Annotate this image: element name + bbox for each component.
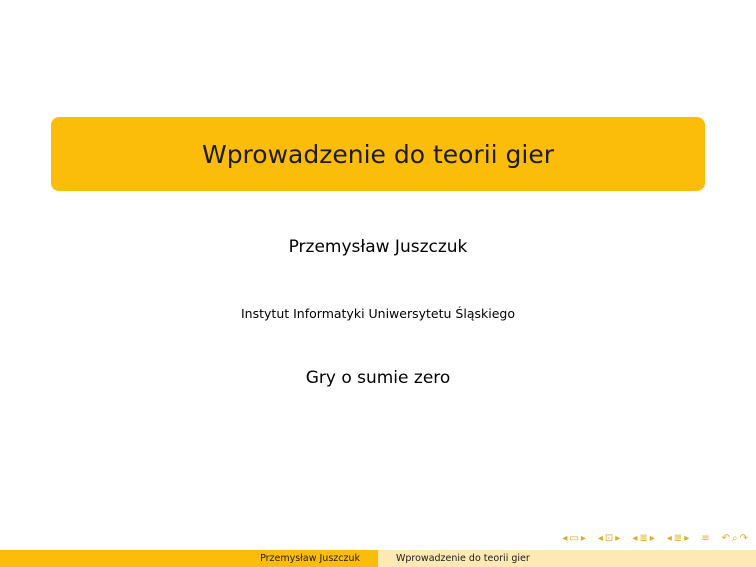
- slide-author: Przemysław Juszczuk: [288, 237, 468, 257]
- undo-icon[interactable]: ↶: [721, 533, 730, 544]
- prev-document-icon[interactable]: ◂: [666, 533, 672, 544]
- next-subsection-icon[interactable]: ▸: [615, 533, 621, 544]
- footer-author-panel: [0, 550, 378, 567]
- next-document-icon[interactable]: ▸: [684, 533, 690, 544]
- title-box: [51, 117, 705, 191]
- search-icon[interactable]: ⌕: [732, 533, 738, 544]
- slide-institute: Instytut Informatyki Uniwersytetu Śląskiego: [241, 306, 515, 321]
- next-section-icon[interactable]: ▸: [649, 533, 655, 544]
- prev-section-icon[interactable]: ◂: [632, 533, 638, 544]
- footer-title-panel: [378, 550, 756, 567]
- footer-title: Wprowadzenie do teorii gier: [396, 553, 530, 564]
- frame-icon[interactable]: ▭: [569, 533, 579, 544]
- next-frame-icon[interactable]: ▸: [580, 533, 586, 544]
- slide-subtitle: Gry o sumie zero: [305, 368, 451, 388]
- align-icon[interactable]: ≡: [701, 533, 710, 544]
- footer-author: Przemysław Juszczuk: [260, 553, 360, 564]
- slide-title: Wprowadzenie do teorii gier: [201, 139, 555, 169]
- navigation-bar: [562, 531, 748, 547]
- prev-frame-icon[interactable]: ◂: [562, 533, 568, 544]
- document-icon[interactable]: ≣: [673, 533, 683, 544]
- prev-subsection-icon[interactable]: ◂: [597, 533, 603, 544]
- subsection-icon[interactable]: ⊡: [604, 533, 614, 544]
- section-icon[interactable]: ≣: [639, 533, 648, 544]
- footer: [0, 550, 756, 567]
- redo-icon[interactable]: ↷: [739, 533, 748, 544]
